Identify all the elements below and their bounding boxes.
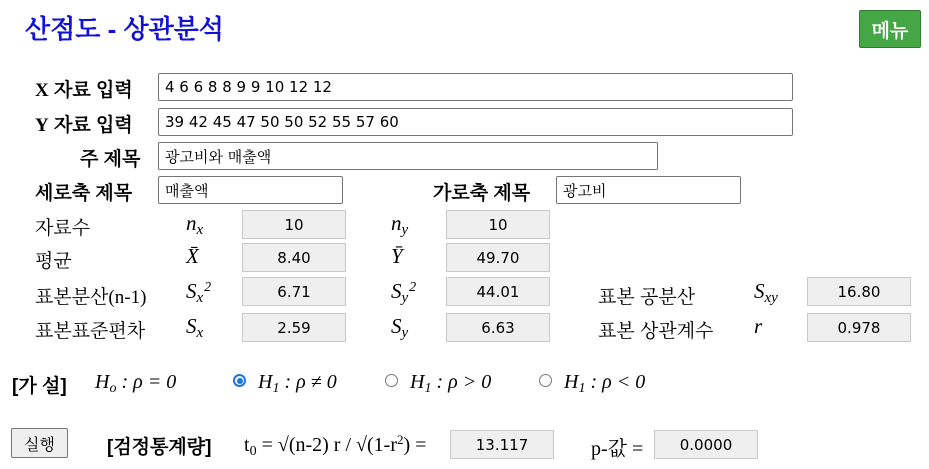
main-title-label: 주 제목 <box>80 149 141 170</box>
sxy-value: 16.80 <box>807 277 911 306</box>
x-axis-title-label: 가로축 제목 <box>433 183 531 204</box>
p-value: 0.0000 <box>654 430 758 459</box>
ybar-value: 49.70 <box>446 243 550 272</box>
xbar-symbol: X̄ <box>186 244 199 268</box>
x-data-label: X 자료 입력 <box>35 80 133 101</box>
h1-less-radio[interactable] <box>539 374 552 387</box>
h1-greater-text: $H_1$ : ρ > 0 <box>410 371 492 396</box>
count-label: 자료수 <box>35 218 91 239</box>
y-data-input[interactable]: 39 42 45 47 50 50 52 55 57 60 <box>158 108 793 136</box>
sx2-symbol: $S_x^2$ <box>186 279 212 306</box>
hypothesis-label: [가 설] <box>12 376 67 397</box>
xbar-value: 8.40 <box>242 243 346 272</box>
sy2-value: 44.01 <box>446 277 550 306</box>
h1-not-equal-text: $H_1$ : ρ ≠ 0 <box>258 371 337 396</box>
sx-value: 2.59 <box>242 313 346 342</box>
y-axis-title-input[interactable]: 매출액 <box>158 176 343 204</box>
main-title-input[interactable]: 광고비와 매출액 <box>158 142 658 170</box>
page-title: 산점도 - 상관분석 <box>25 14 224 44</box>
r-value: 0.978 <box>807 313 911 342</box>
y-axis-title-label: 세로축 제목 <box>35 183 133 204</box>
t-statistic-value: 13.117 <box>450 430 554 459</box>
ny-symbol: $n_y$ <box>391 211 409 238</box>
h1-not-equal-radio[interactable] <box>233 374 246 387</box>
variance-label: 표본분산(n-1) <box>35 287 147 308</box>
h1-less-text: $H_1$ : ρ < 0 <box>564 371 646 396</box>
t-statistic-formula: $t_0 = √(n-2)$ r / $√(1-r^2)$ = <box>244 432 427 459</box>
nx-symbol: $n_x$ <box>186 211 204 238</box>
sxy-symbol: $S_{xy}$ <box>754 279 778 306</box>
sy2-symbol: $S_y^2$ <box>391 279 417 306</box>
run-button[interactable]: 실행 <box>11 428 68 458</box>
covariance-label: 표본 공분산 <box>598 287 696 308</box>
p-value-label: p-값 = <box>591 438 644 460</box>
sx2-value: 6.71 <box>242 277 346 306</box>
test-statistic-label: [검정통계량] <box>107 437 212 458</box>
menu-button[interactable]: 메뉴 <box>859 10 921 48</box>
h0-text: $H_o$ : ρ = 0 <box>95 371 177 396</box>
mean-label: 평균 <box>35 251 72 272</box>
sx-symbol: $S_x$ <box>186 314 204 341</box>
r-symbol: r <box>754 314 763 338</box>
sy-symbol: $S_y$ <box>391 314 409 341</box>
nx-value: 10 <box>242 210 346 239</box>
x-data-input[interactable]: 4 6 6 8 8 9 9 10 12 12 <box>158 73 793 101</box>
y-data-label: Y 자료 입력 <box>35 115 133 136</box>
ybar-symbol: Ȳ <box>391 244 403 268</box>
sy-value: 6.63 <box>446 313 550 342</box>
x-axis-title-input[interactable]: 광고비 <box>556 176 741 204</box>
correlation-label: 표본 상관계수 <box>598 321 714 342</box>
ny-value: 10 <box>446 210 550 239</box>
std-dev-label: 표본표준편차 <box>35 321 146 342</box>
h1-greater-radio[interactable] <box>385 374 398 387</box>
